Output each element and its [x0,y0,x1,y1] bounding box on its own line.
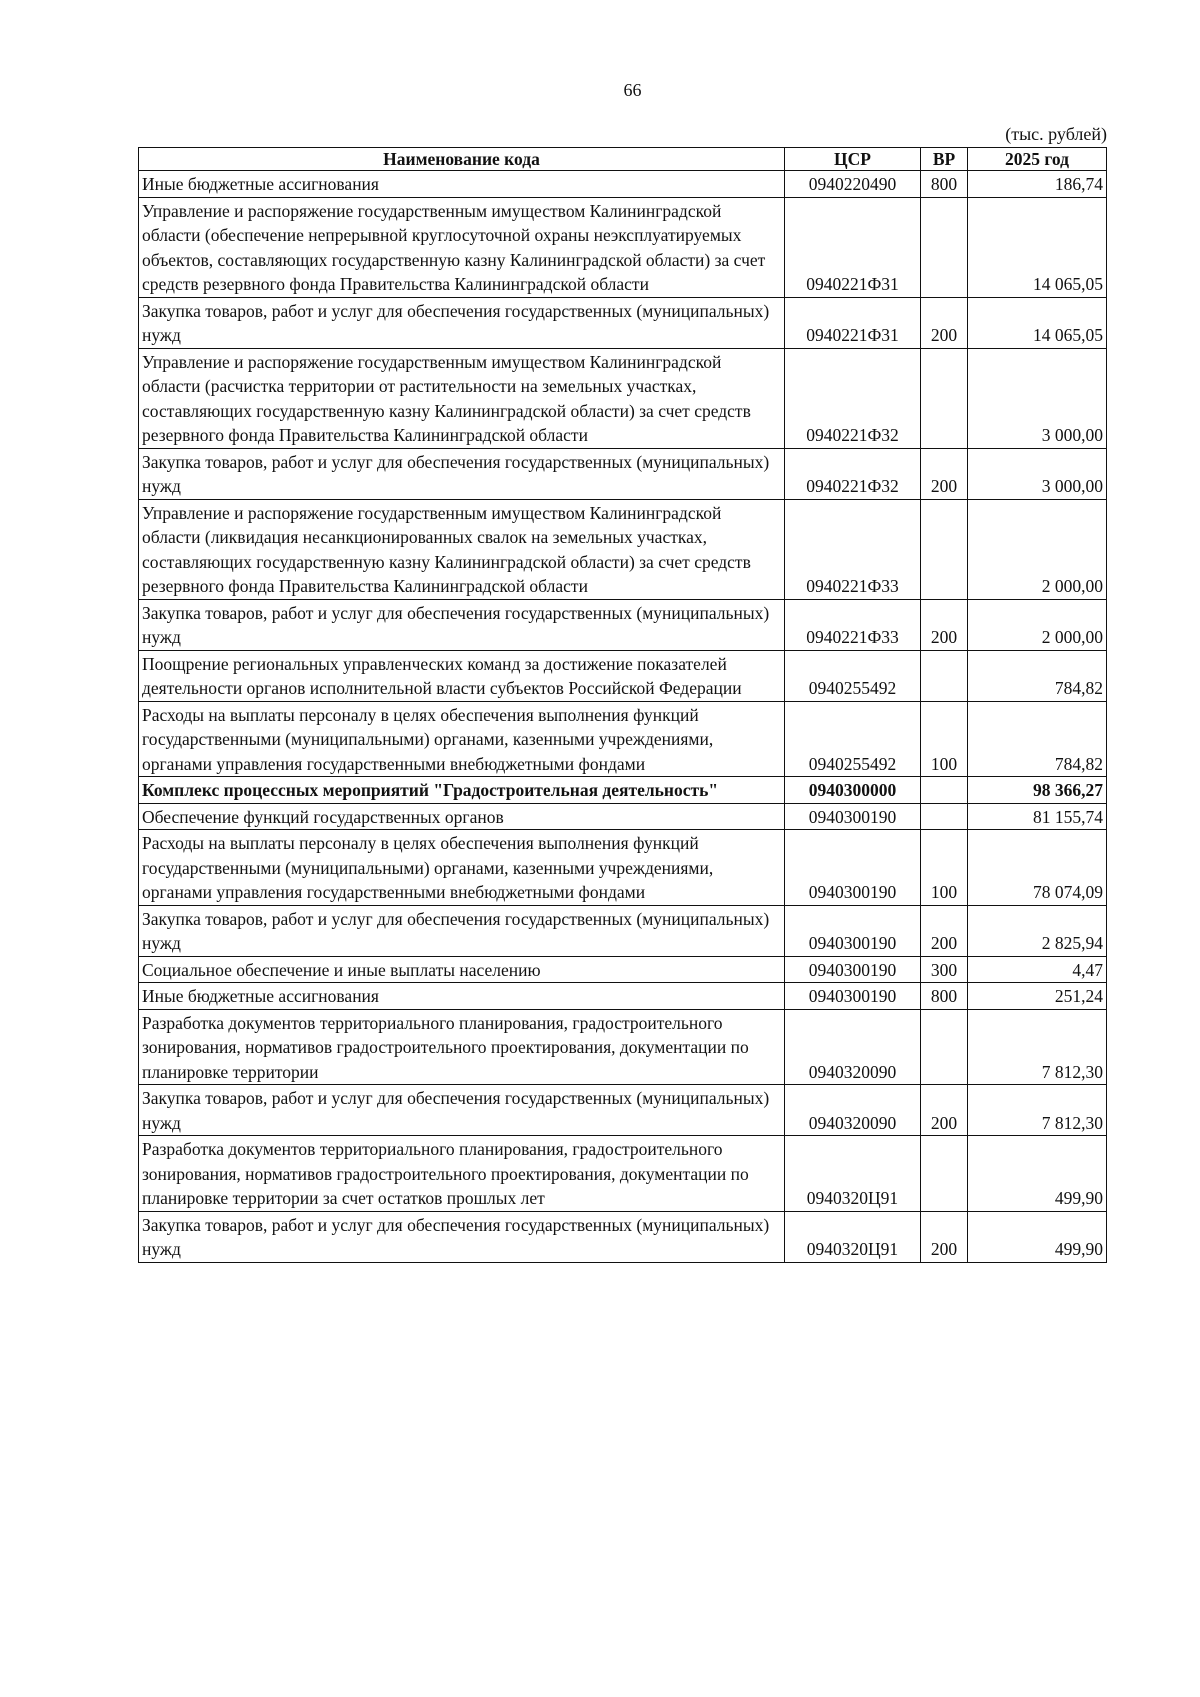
row-name: Разработка документов территориального планирования, градостроительного зонирования, нормативов градостроительного проектирования, документации по планировке территории за счет остатков прошлых лет [139,1136,785,1212]
row-csr: 0940320090 [785,1085,921,1136]
table-row [139,599,1107,650]
table-row [139,499,1107,599]
row-sum: 98 366,27 [968,777,1107,804]
row-name: Обеспечение функций государственных органов [139,803,785,830]
page-number: 66 [623,80,642,100]
table-row [139,905,1107,956]
row-sum: 2 000,00 [968,499,1107,599]
table-row [139,1211,1107,1262]
table-row [139,701,1107,777]
row-csr: 0940221Ф33 [785,599,921,650]
row-name: Разработка документов территориального планирования, градостроительного зонирования, нормативов градостроительного проектирования, документации по планировке территории [139,1009,785,1085]
row-name: Поощрение региональных управленческих команд за достижение показателей деятельности органов исполнительной власти субъектов Российской Федерации [139,650,785,701]
row-vr: 200 [921,1211,968,1262]
row-csr: 0940255492 [785,650,921,701]
row-vr [921,1009,968,1085]
row-vr [921,348,968,448]
table-row [139,650,1107,701]
row-csr: 0940320Ц91 [785,1136,921,1212]
row-name: Закупка товаров, работ и услуг для обеспечения государственных (муниципальных) нужд [139,448,785,499]
row-csr: 0940300190 [785,956,921,983]
row-sum: 499,90 [968,1211,1107,1262]
row-sum: 499,90 [968,1136,1107,1212]
row-csr: 0940300190 [785,830,921,906]
table-row [139,1136,1107,1212]
row-csr: 0940300190 [785,983,921,1010]
row-name: Расходы на выплаты персоналу в целях обеспечения выполнения функций государственными (муниципальными) органами, казенными учреждениями, органами управления государственными внебюджетными фондами [139,830,785,906]
row-name: Комплекс процессных мероприятий "Градостроительная деятельность" [139,777,785,804]
row-sum: 186,74 [968,171,1107,198]
row-sum: 81 155,74 [968,803,1107,830]
table-row [139,448,1107,499]
row-csr: 0940300190 [785,905,921,956]
row-vr: 200 [921,448,968,499]
row-csr: 0940221Ф31 [785,297,921,348]
row-sum: 4,47 [968,956,1107,983]
header-name: Наименование кода [139,148,785,171]
header-csr: ЦСР [785,148,921,171]
row-sum: 2 000,00 [968,599,1107,650]
table-row [139,830,1107,906]
row-sum: 3 000,00 [968,448,1107,499]
row-name: Социальное обеспечение и иные выплаты населению [139,956,785,983]
row-sum: 784,82 [968,701,1107,777]
row-vr [921,197,968,297]
row-name: Закупка товаров, работ и услуг для обеспечения государственных (муниципальных) нужд [139,1085,785,1136]
row-sum: 7 812,30 [968,1009,1107,1085]
row-sum: 14 065,05 [968,297,1107,348]
row-sum: 7 812,30 [968,1085,1107,1136]
row-vr: 100 [921,701,968,777]
table-row [139,297,1107,348]
table-row [139,983,1107,1010]
header-year: 2025 год [968,148,1107,171]
table-row [139,197,1107,297]
row-vr [921,1136,968,1212]
row-name: Иные бюджетные ассигнования [139,983,785,1010]
row-vr [921,650,968,701]
row-sum: 14 065,05 [968,197,1107,297]
table-row [139,1009,1107,1085]
row-csr: 0940300190 [785,803,921,830]
table-row [139,171,1107,198]
table-row [139,1085,1107,1136]
row-csr: 0940221Ф32 [785,448,921,499]
row-vr: 200 [921,599,968,650]
row-name: Закупка товаров, работ и услуг для обеспечения государственных (муниципальных) нужд [139,297,785,348]
row-name: Расходы на выплаты персоналу в целях обеспечения выполнения функций государственными (муниципальными) органами, казенными учреждениями, органами управления государственными внебюджетными фондами [139,701,785,777]
row-name: Иные бюджетные ассигнования [139,171,785,198]
row-vr [921,499,968,599]
table-row [139,956,1107,983]
row-name: Закупка товаров, работ и услуг для обеспечения государственных (муниципальных) нужд [139,905,785,956]
row-csr: 0940255492 [785,701,921,777]
row-csr: 0940221Ф33 [785,499,921,599]
row-csr: 0940220490 [785,171,921,198]
row-vr [921,803,968,830]
row-vr [921,777,968,804]
row-vr: 200 [921,297,968,348]
row-name: Управление и распоряжение государственным имуществом Калининградской области (обеспечение непрерывной круглосуточной охраны неэксплуатируемых объектов, составляющих государственную казну Калининградской области) за счет средств резервного фонда Правительства Калининградской области [139,197,785,297]
row-name: Управление и распоряжение государственным имуществом Калининградской области (ликвидация несанкционированных свалок на земельных участках, составляющих государственную казну Калининградской области) за счет средств резервного фонда Правительства Калининградской области [139,499,785,599]
row-sum: 2 825,94 [968,905,1107,956]
row-csr: 0940320Ц91 [785,1211,921,1262]
row-vr: 100 [921,830,968,906]
row-csr: 0940221Ф32 [785,348,921,448]
table-row [139,803,1107,830]
row-sum: 78 074,09 [968,830,1107,906]
row-vr: 200 [921,905,968,956]
row-name: Управление и распоряжение государственным имуществом Калининградской области (расчистка территории от растительности на земельных участках, составляющих государственную казну Калининградской области) за счет средств резервного фонда Правительства Калининградской области [139,348,785,448]
row-sum: 3 000,00 [968,348,1107,448]
header-vr: ВР [921,148,968,171]
row-csr: 0940300000 [785,777,921,804]
row-vr: 800 [921,171,968,198]
units-label: (тыс. рублей) [1005,124,1107,144]
table-header-row [139,148,1107,171]
row-sum: 784,82 [968,650,1107,701]
table-row [139,348,1107,448]
row-name: Закупка товаров, работ и услуг для обеспечения государственных (муниципальных) нужд [139,599,785,650]
row-csr: 0940221Ф31 [785,197,921,297]
row-name: Закупка товаров, работ и услуг для обеспечения государственных (муниципальных) нужд [139,1211,785,1262]
row-csr: 0940320090 [785,1009,921,1085]
row-vr: 200 [921,1085,968,1136]
row-sum: 251,24 [968,983,1107,1010]
table-row [139,777,1107,804]
row-vr: 800 [921,983,968,1010]
row-vr: 300 [921,956,968,983]
budget-table [138,147,1107,1263]
